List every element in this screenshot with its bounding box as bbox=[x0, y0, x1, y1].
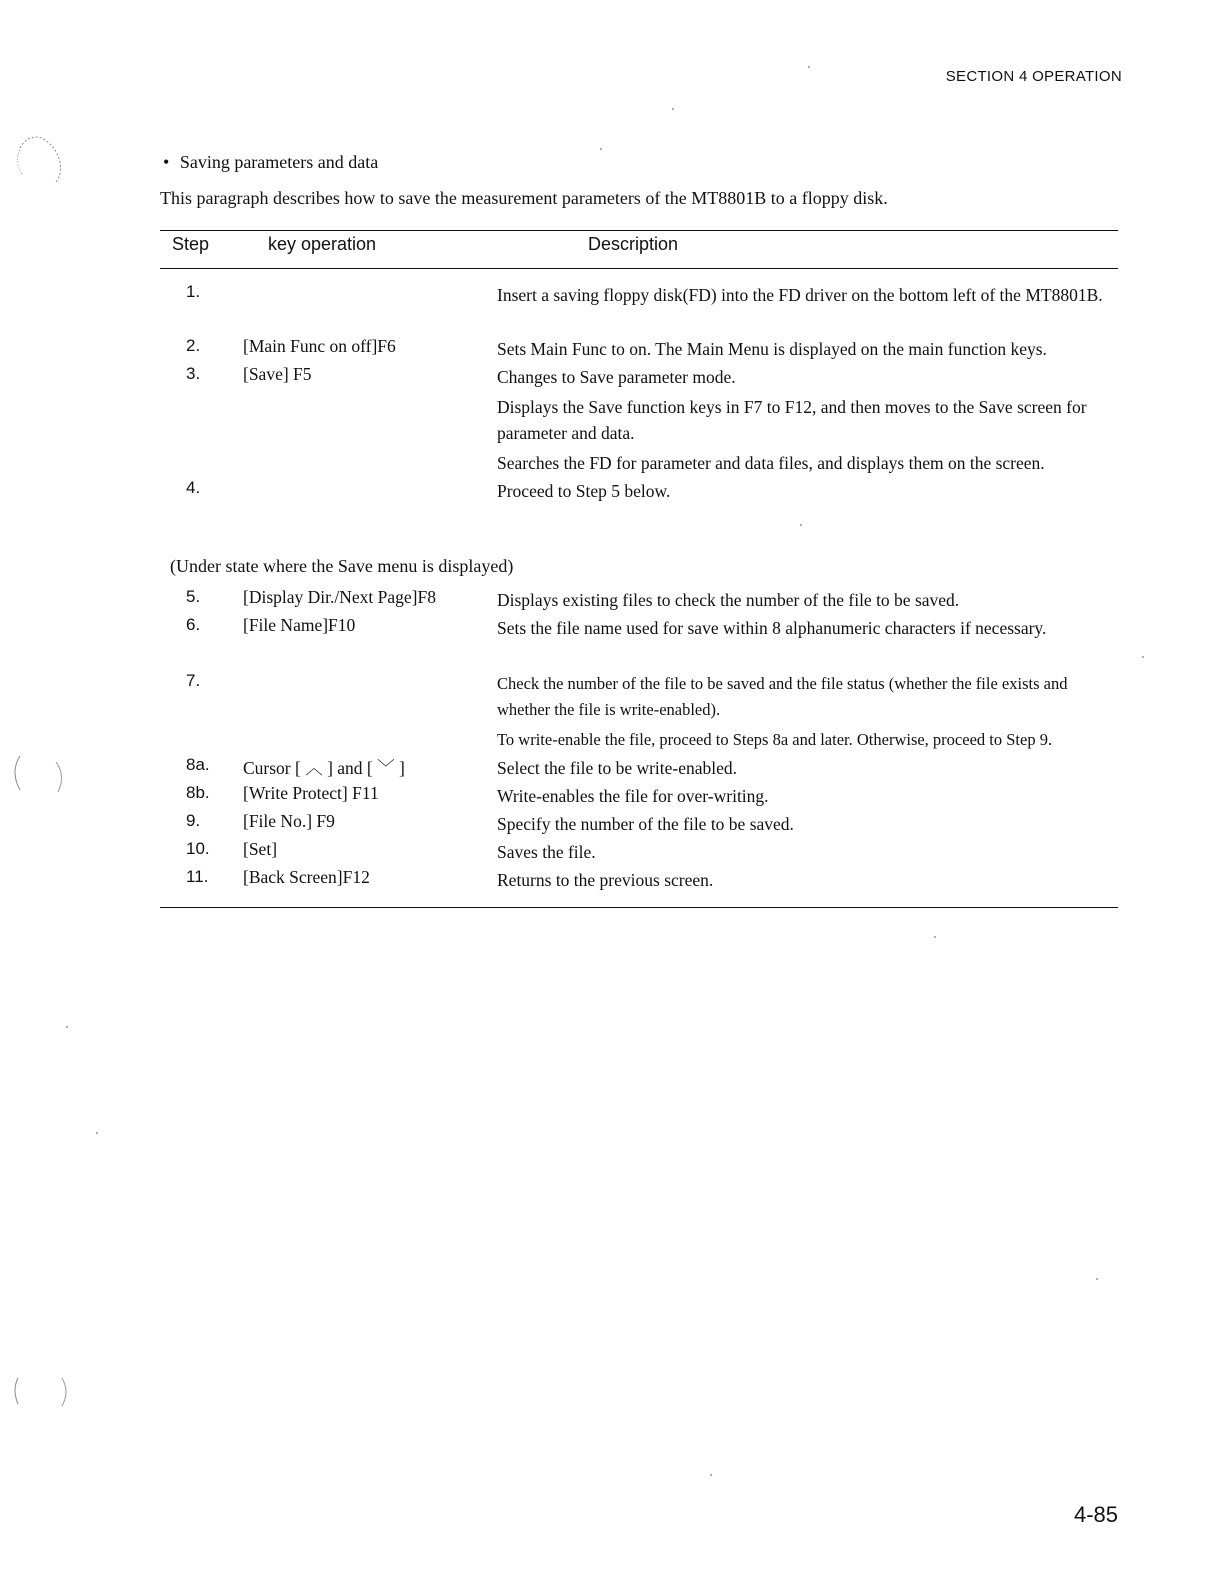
scan-speck bbox=[600, 148, 602, 150]
table-bottom-rule bbox=[160, 907, 1118, 908]
page-number: 4-85 bbox=[1073, 1502, 1118, 1527]
scan-speck bbox=[66, 1026, 68, 1028]
scan-speck bbox=[1096, 1278, 1098, 1280]
scan-speck bbox=[710, 1474, 712, 1476]
step-description: Check the number of the file to be saved and the file status (whether the file exists and whether the file is write-enabled). bbox=[497, 674, 1068, 719]
step-description: Displays the Save function keys in F7 to F12, and then moves to the Save screen for parameter and data. bbox=[497, 397, 1087, 443]
step-description: Write-enables the file for over-writing. bbox=[497, 786, 769, 806]
key-operation: [File Name]F10 bbox=[243, 615, 356, 635]
step-number: 3. bbox=[186, 364, 201, 383]
step-number: 5. bbox=[186, 587, 201, 606]
heading-title: Saving parameters and data bbox=[179, 152, 379, 172]
step-number: 7. bbox=[186, 671, 201, 690]
scan-speck bbox=[934, 936, 936, 938]
step-description: Insert a saving floppy disk(FD) into the FD driver on the bottom left of the MT8801B. bbox=[497, 285, 1103, 305]
scan-speck bbox=[672, 108, 674, 110]
scan-speck bbox=[808, 66, 810, 68]
key-operation: [Back Screen]F12 bbox=[243, 867, 370, 887]
binder-hole-mark bbox=[8, 128, 68, 188]
step-description: Proceed to Step 5 below. bbox=[497, 481, 671, 501]
binder-hole-mark bbox=[6, 744, 66, 804]
step-number: 10. bbox=[186, 839, 210, 858]
step-number: 11. bbox=[186, 867, 209, 886]
step-number: 8b. bbox=[186, 783, 210, 802]
scan-speck bbox=[1142, 656, 1144, 658]
section-header: SECTION 4 OPERATION bbox=[945, 68, 1122, 85]
save-menu-note: (Under state where the Save menu is displayed) bbox=[170, 556, 514, 576]
step-number: 4. bbox=[186, 478, 201, 497]
step-description: Sets the file name used for save within 8 alphanumeric characters if necessary. bbox=[497, 618, 1047, 638]
intro-paragraph: This paragraph describes how to save the measurement parameters of the MT8801B to a floppy disk. bbox=[160, 188, 888, 208]
step-description: To write-enable the file, proceed to Steps 8a and later. Otherwise, proceed to Step 9. bbox=[497, 730, 1053, 749]
section-heading bbox=[163, 152, 378, 173]
key-operation: [Set] bbox=[243, 839, 278, 859]
step-number: 1. bbox=[186, 282, 201, 301]
step-description: Changes to Save parameter mode. bbox=[497, 367, 736, 387]
column-header-description: Description bbox=[588, 234, 679, 254]
key-operation: [Write Protect] F11 bbox=[243, 783, 379, 803]
step-description: Displays existing files to check the number of the file to be saved. bbox=[497, 590, 960, 610]
key-operation: [Main Func on off]F6 bbox=[243, 336, 396, 356]
bullet-glyph: • bbox=[163, 152, 170, 172]
step-number: 2. bbox=[186, 336, 201, 355]
key-operation: [File No.] F9 bbox=[243, 811, 335, 831]
step-description: Saves the file. bbox=[497, 842, 596, 862]
step-description: Searches the FD for parameter and data files, and displays them on the screen. bbox=[497, 453, 1045, 473]
step-description: Specify the number of the file to be saved. bbox=[497, 814, 794, 834]
step-number: 9. bbox=[186, 811, 201, 830]
step-description: Sets Main Func to on. The Main Menu is displayed on the main function keys. bbox=[497, 339, 1047, 359]
table-top-rule bbox=[160, 230, 1118, 231]
binder-hole-mark bbox=[6, 1368, 76, 1418]
column-header-key: key operation bbox=[268, 234, 377, 254]
step-number: 6. bbox=[186, 615, 201, 634]
column-header-step: Step bbox=[172, 234, 210, 254]
table-header-rule bbox=[160, 268, 1118, 269]
step-description: Select the file to be write-enabled. bbox=[497, 758, 738, 778]
scan-speck bbox=[96, 1132, 98, 1134]
step-description: Returns to the previous screen. bbox=[497, 870, 714, 890]
step-number: 8a. bbox=[186, 755, 210, 774]
key-operation: Cursor [ ︿ ] and [ ﹀ ] bbox=[243, 758, 405, 778]
scan-speck bbox=[800, 524, 802, 526]
key-operation: [Save] F5 bbox=[243, 364, 312, 384]
key-operation: [Display Dir./Next Page]F8 bbox=[243, 587, 436, 607]
